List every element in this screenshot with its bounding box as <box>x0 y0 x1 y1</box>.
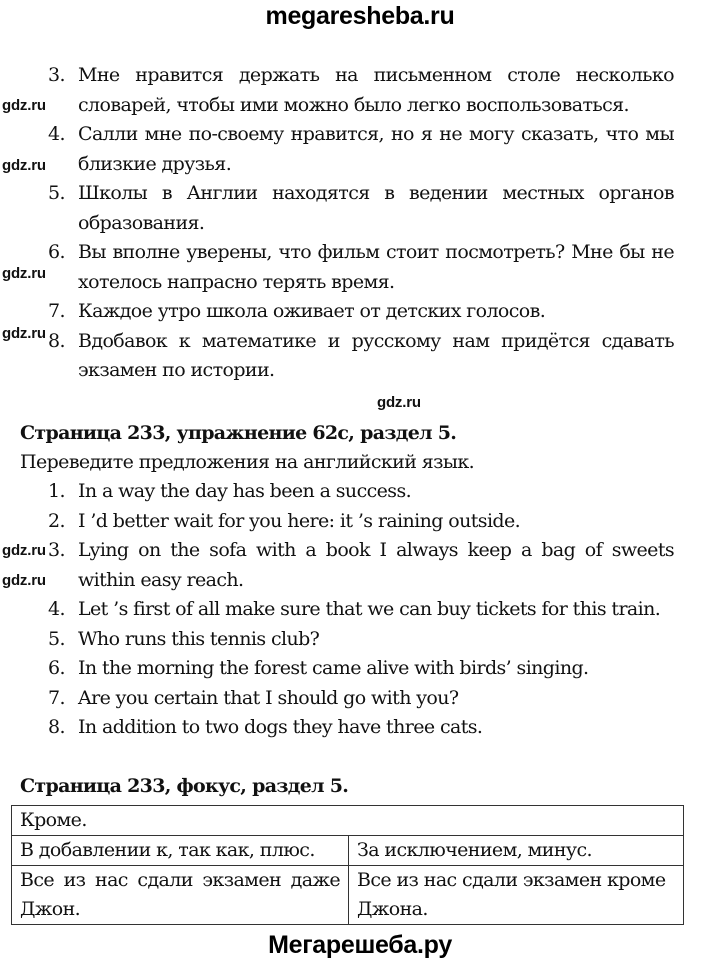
table-cell: Все из нас сдали экзамен даже Джон. <box>12 866 349 925</box>
item-text: Who runs this tennis club? <box>78 627 320 650</box>
item-number: 6. <box>48 657 65 679</box>
item-number: 5. <box>48 627 65 650</box>
list-item <box>0 684 720 714</box>
list-item <box>0 327 720 386</box>
watermark: gdz.ru <box>2 325 46 342</box>
section-heading-exercise: Страница 233, упражнение 62с, раздел 5. <box>20 422 457 444</box>
list-item <box>0 654 720 684</box>
item-number: 8. <box>48 716 65 738</box>
list-item <box>0 297 720 327</box>
russian-sentences-list <box>0 61 720 386</box>
list-item <box>0 61 720 120</box>
item-text: Are you certain that I should go with you? <box>78 686 459 709</box>
section-heading-focus: Страница 233, фокус, раздел 5. <box>20 775 349 797</box>
list-item <box>0 477 720 507</box>
list-item <box>0 507 720 537</box>
table-cell: Все из нас сдали экзамен кроме Джона. <box>349 866 684 925</box>
site-header-title: megaresheba.ru <box>265 2 455 30</box>
item-text: Мне нравится держать на письменном столе несколько словарей, чтобы ими можно было легко воспользоваться. <box>78 64 674 116</box>
item-text: I ’d better wait for you here: it ’s raining outside. <box>78 509 521 532</box>
list-item <box>0 179 720 238</box>
list-item <box>0 713 720 743</box>
watermark: gdz.ru <box>2 572 46 589</box>
item-text: Вдобавок к математике и русскому нам придётся сдавать экзамен по истории. <box>78 329 674 381</box>
item-number: 3. <box>48 64 65 86</box>
item-number: 7. <box>48 300 65 322</box>
item-number: 8. <box>48 329 65 352</box>
item-number: 7. <box>48 686 65 709</box>
item-number: 5. <box>48 182 65 204</box>
item-text: In the morning the forest came alive with birds’ singing. <box>78 657 589 679</box>
list-item <box>0 238 720 297</box>
table-row <box>12 866 684 925</box>
list-item <box>0 120 720 179</box>
item-number: 4. <box>48 123 65 145</box>
item-text: In a way the day has been a success. <box>78 480 412 502</box>
list-item <box>0 536 720 595</box>
item-number: 3. <box>48 539 65 561</box>
watermark: gdz.ru <box>2 265 46 282</box>
watermark: gdz.ru <box>377 394 421 411</box>
table-row <box>12 836 684 866</box>
table-row <box>12 806 684 836</box>
item-text: Салли мне по-своему нравится, но я не могу сказать, что мы близкие друзья. <box>78 123 674 175</box>
item-number: 2. <box>48 509 65 532</box>
focus-table <box>11 805 684 925</box>
item-number: 1. <box>48 480 65 502</box>
watermark: gdz.ru <box>2 542 46 559</box>
table-cell: В добавлении к, так как, плюс. <box>12 836 349 866</box>
english-translations-list <box>0 477 720 743</box>
watermark: gdz.ru <box>2 97 46 114</box>
item-number: 4. <box>48 598 65 620</box>
item-text: Let ’s first of all make sure that we can buy tickets for this train. <box>78 598 661 620</box>
exercise-instruction: Переведите предложения на английский язык. <box>20 451 475 473</box>
table-cell: За исключением, минус. <box>349 836 684 866</box>
table-title-cell: Кроме. <box>12 806 684 836</box>
item-text: Вы вполне уверены, что фильм стоит посмотреть? Мне бы не хотелось напрасно терять время. <box>78 241 674 293</box>
item-number: 6. <box>48 241 65 263</box>
list-item <box>0 625 720 655</box>
item-text: Lying on the sofa with a book I always keep a bag of sweets within easy reach. <box>78 539 674 591</box>
item-text: Школы в Англии находятся в ведении местных органов образования. <box>78 182 674 234</box>
item-text: In addition to two dogs they have three cats. <box>78 716 483 738</box>
item-text: Каждое утро школа оживает от детских голосов. <box>78 300 546 322</box>
site-footer-title: Мегарешеба.ру <box>268 931 452 959</box>
list-item <box>0 595 720 625</box>
watermark: gdz.ru <box>2 157 46 174</box>
